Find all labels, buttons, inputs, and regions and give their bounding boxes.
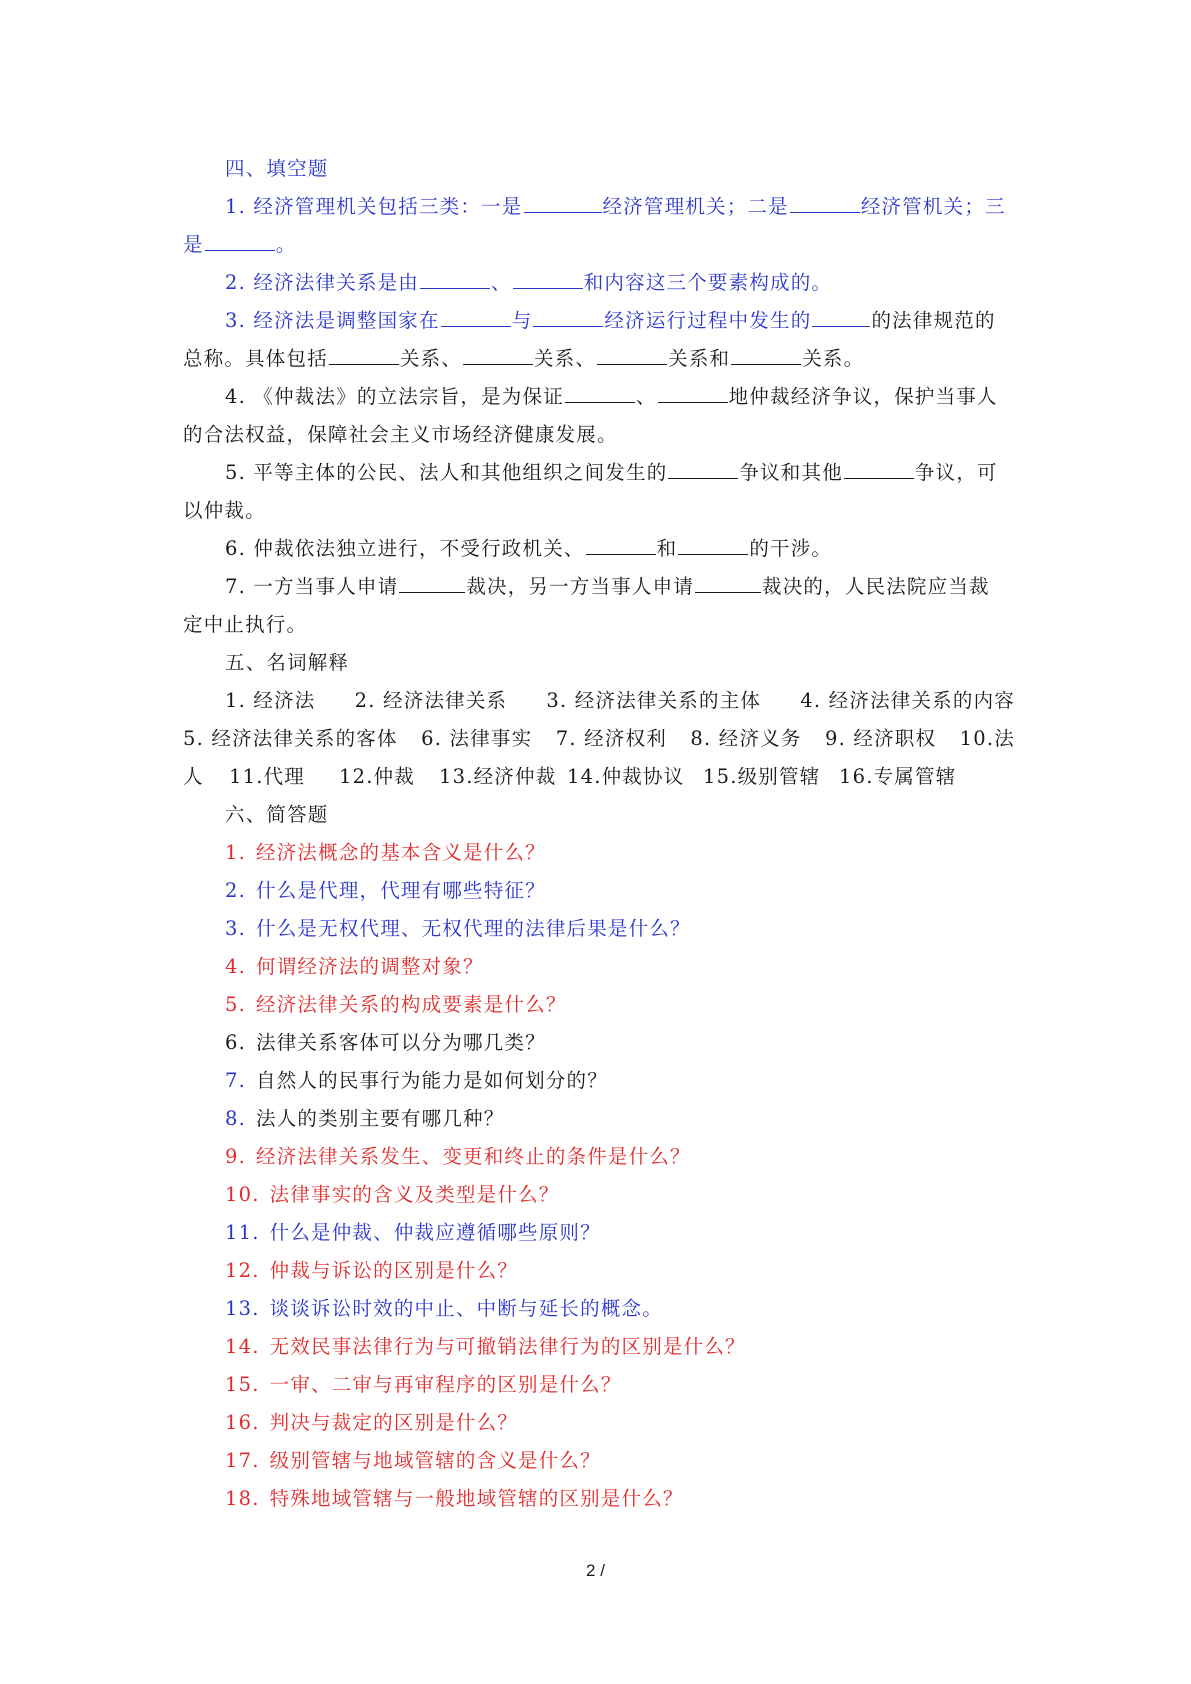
fill-question-5-cont: 以仲裁。 <box>183 499 266 522</box>
short-answer-item <box>183 1442 1015 1480</box>
q2-text-c: 和内容这三个要素构成的。 <box>583 271 833 294</box>
term-item: 11.代理 <box>229 765 306 788</box>
q6-text-a: 6. 仲裁依法独立进行，不受行政机关、 <box>225 537 585 560</box>
item-number: 6. <box>225 1031 247 1054</box>
term-item: 5. 经济法律关系的客体 <box>183 727 398 750</box>
terms-row-1 <box>183 682 1015 720</box>
answer-blank[interactable] <box>463 346 533 365</box>
section-6-title: 六、简答题 <box>225 803 329 826</box>
answer-blank[interactable] <box>524 194 602 213</box>
q6-text-b: 和 <box>656 537 678 560</box>
q5-text-b: 争议和其他 <box>739 461 843 484</box>
q7-text-b: 裁决，另一方当事人申请 <box>466 575 695 598</box>
term-item: 8. 经济义务 <box>690 727 802 750</box>
fill-question-1 <box>183 188 1015 226</box>
q6-text-c: 的干涉。 <box>749 537 833 560</box>
item-question: 什么是无权代理、无权代理的法律后果是什么？ <box>256 917 691 940</box>
q5-text-c: 争议，可 <box>914 461 998 484</box>
term-item: 16.专属管辖 <box>839 765 957 788</box>
item-question: 特殊地域管辖与一般地域管辖的区别是什么？ <box>269 1487 684 1510</box>
short-answer-item <box>183 986 1015 1024</box>
item-number: 5. <box>225 993 247 1016</box>
answer-blank[interactable] <box>695 574 761 593</box>
term-item: 3. 经济法律关系的主体 <box>546 689 762 712</box>
item-question: 什么是仲裁、仲裁应遵循哪些原则？ <box>269 1221 601 1244</box>
q3-text-f: 关系、 <box>399 347 463 370</box>
fill-question-1-cont <box>183 226 1015 264</box>
q4-text-c: 地仲裁经济争议，保护当事人 <box>728 385 998 408</box>
q3-text-h: 关系和 <box>668 347 731 370</box>
item-question: 自然人的民事行为能力是如何划分的？ <box>256 1069 608 1092</box>
item-question: 何谓经济法的调整对象？ <box>256 955 484 978</box>
q1-text-b: 经济管理机关；二是 <box>602 195 789 218</box>
fill-question-4-cont: 的合法权益，保障社会主义市场经济健康发展。 <box>183 423 618 446</box>
term-item: 1. 经济法 <box>225 689 316 712</box>
item-question: 法律关系客体可以分为哪几类？ <box>256 1031 546 1054</box>
term-item: 15.级别管辖 <box>703 765 821 788</box>
item-question: 经济法律关系发生、变更和终止的条件是什么？ <box>256 1145 691 1168</box>
item-question: 谈谈诉讼时效的中止、中断与延长的概念。 <box>269 1297 663 1320</box>
q3-text-b: 与 <box>511 309 533 332</box>
short-answer-item <box>183 834 1015 872</box>
fill-question-4 <box>183 378 1015 416</box>
item-question: 级别管辖与地域管辖的含义是什么？ <box>269 1449 601 1472</box>
answer-blank[interactable] <box>420 270 490 289</box>
answer-blank[interactable] <box>844 460 914 479</box>
answer-blank[interactable] <box>513 270 583 289</box>
term-item: 7. 经济权利 <box>555 727 667 750</box>
answer-blank[interactable] <box>731 346 801 365</box>
q2-text-b: 、 <box>491 271 512 294</box>
q3-text-i: 关系。 <box>802 347 865 370</box>
short-answer-item <box>183 1100 1015 1138</box>
q3-text-g: 关系、 <box>534 347 597 370</box>
q4-text-b: 、 <box>635 385 657 408</box>
q3-text-e: 总称。具体包括 <box>183 347 328 370</box>
answer-blank[interactable] <box>399 574 465 593</box>
fill-question-3 <box>183 302 1015 340</box>
item-number: 4. <box>225 955 247 978</box>
fill-question-7 <box>183 568 1015 606</box>
fill-question-3-cont <box>183 340 1015 378</box>
short-answer-list <box>183 834 1015 1518</box>
section-5-title: 五、名词解释 <box>225 651 350 674</box>
short-answer-item <box>183 1252 1015 1290</box>
answer-blank[interactable] <box>586 536 656 555</box>
q7-text-a: 7. 一方当事人申请 <box>225 575 399 598</box>
short-answer-item <box>183 1404 1015 1442</box>
fill-question-7-cont: 定中止执行。 <box>183 613 308 636</box>
section-4-title: 四、填空题 <box>225 157 329 180</box>
answer-blank[interactable] <box>668 460 738 479</box>
short-answer-item <box>183 1062 1015 1100</box>
answer-blank[interactable] <box>565 384 635 403</box>
term-item: 12.仲裁 <box>339 765 416 788</box>
item-question: 什么是代理，代理有哪些特征？ <box>256 879 546 902</box>
item-number: 15. <box>225 1373 260 1396</box>
answer-blank[interactable] <box>597 346 667 365</box>
term-item: 人 <box>183 765 204 788</box>
q7-text-c: 裁决的，人民法院应当裁 <box>762 575 990 598</box>
short-answer-item <box>183 872 1015 910</box>
item-number: 13. <box>225 1297 260 1320</box>
answer-blank[interactable] <box>658 384 728 403</box>
q1-text-c: 经济管机关；三 <box>860 195 1006 218</box>
answer-blank[interactable] <box>533 308 603 327</box>
item-question: 仲裁与诉讼的区别是什么？ <box>269 1259 519 1282</box>
item-number: 7. <box>225 1069 247 1092</box>
item-number: 3. <box>225 917 247 940</box>
item-number: 18. <box>225 1487 260 1510</box>
short-answer-item <box>183 948 1015 986</box>
item-question: 经济法律关系的构成要素是什么？ <box>256 993 567 1016</box>
q1-text-d: 是 <box>183 233 204 256</box>
answer-blank[interactable] <box>329 346 399 365</box>
item-question: 判决与裁定的区别是什么？ <box>269 1411 519 1434</box>
short-answer-item <box>183 910 1015 948</box>
item-question: 无效民事法律行为与可撤销法律行为的区别是什么？ <box>269 1335 746 1358</box>
q2-text-a: 2. 经济法律关系是由 <box>225 271 420 294</box>
item-number: 17. <box>225 1449 260 1472</box>
fill-question-5 <box>183 454 1015 492</box>
answer-blank[interactable] <box>441 308 511 327</box>
short-answer-item <box>183 1176 1015 1214</box>
q3-text-a: 3. 经济法是调整国家在 <box>225 309 440 332</box>
item-number: 14. <box>225 1335 260 1358</box>
short-answer-item <box>183 1328 1015 1366</box>
item-number: 9. <box>225 1145 247 1168</box>
term-item: 4. 经济法律关系的内容 <box>800 689 1015 712</box>
short-answer-item <box>183 1214 1015 1252</box>
q3-text-d: 的法律规范的 <box>871 309 996 332</box>
short-answer-item <box>183 1024 1015 1062</box>
short-answer-item <box>183 1290 1015 1328</box>
item-number: 16. <box>225 1411 260 1434</box>
answer-blank[interactable] <box>812 308 870 327</box>
item-number: 2. <box>225 879 247 902</box>
q4-text-a: 4. 《仲裁法》的立法宗旨，是为保证 <box>225 385 564 408</box>
term-item: 9. 经济职权 <box>825 727 937 750</box>
fill-question-2 <box>183 264 1015 302</box>
q5-text-a: 5. 平等主体的公民、法人和其他组织之间发生的 <box>225 461 668 484</box>
item-number: 12. <box>225 1259 260 1282</box>
page-number: 2 / <box>586 1561 605 1580</box>
answer-blank[interactable] <box>205 232 275 251</box>
term-item: 13.经济仲裁 <box>439 765 557 788</box>
terms-row-2 <box>183 720 1015 758</box>
document-page <box>183 150 1015 1518</box>
item-question: 法人的类别主要有哪几种？ <box>256 1107 505 1130</box>
item-question: 一审、二审与再审程序的区别是什么？ <box>269 1373 622 1396</box>
short-answer-item <box>183 1138 1015 1176</box>
item-number: 8. <box>225 1107 247 1130</box>
answer-blank[interactable] <box>678 536 748 555</box>
terms-row-3 <box>183 758 1015 796</box>
item-number: 11. <box>225 1221 260 1244</box>
short-answer-item <box>183 1480 1015 1518</box>
item-number: 1. <box>225 841 247 864</box>
term-item: 14.仲裁协议 <box>567 765 685 788</box>
term-item: 10.法 <box>959 727 1015 750</box>
fill-question-6 <box>183 530 1015 568</box>
item-number: 10. <box>225 1183 260 1206</box>
term-item: 6. 法律事实 <box>421 727 533 750</box>
item-question: 法律事实的含义及类型是什么？ <box>269 1183 560 1206</box>
q3-text-c: 经济运行过程中发生的 <box>604 309 812 332</box>
item-question: 经济法概念的基本含义是什么？ <box>256 841 546 864</box>
q1-text-e: 。 <box>275 233 297 256</box>
short-answer-item <box>183 1366 1015 1404</box>
term-item: 2. 经济法律关系 <box>354 689 508 712</box>
answer-blank[interactable] <box>790 194 860 213</box>
q1-text-a: 1. 经济管理机关包括三类：一是 <box>225 195 523 218</box>
